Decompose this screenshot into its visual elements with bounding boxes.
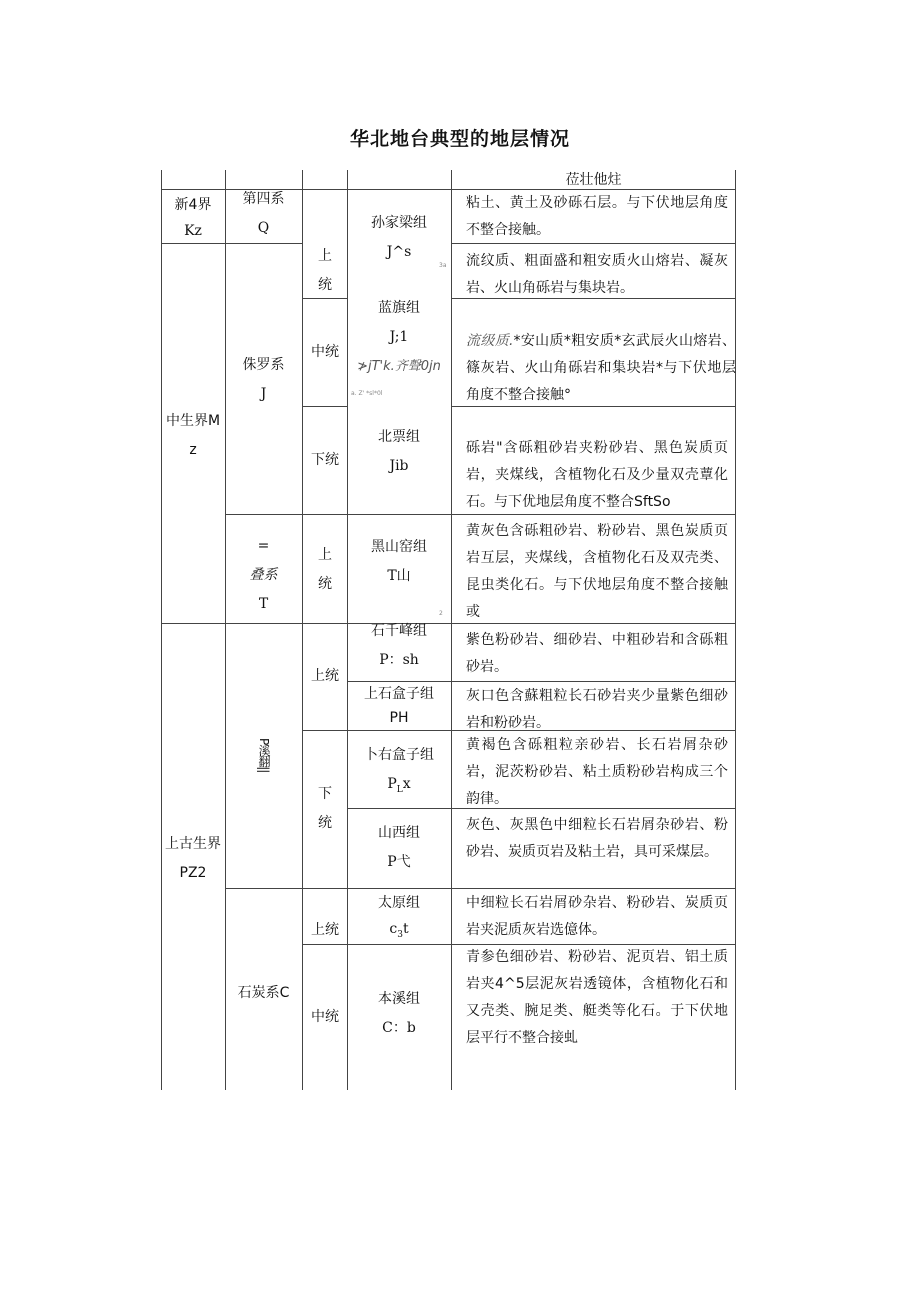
table-border-left xyxy=(161,170,162,1090)
era-cenozoic xyxy=(161,190,225,243)
system-name: 侏罗系 xyxy=(242,357,285,373)
col-divider xyxy=(225,170,226,1090)
series-permian-upper xyxy=(302,623,348,730)
desc-taiyuan: 中细粒长石岩屑砂杂岩、粉砂岩、炭质页岩夹泥质灰岩选億体。 xyxy=(466,895,728,938)
era-paleozoic xyxy=(161,830,225,888)
system-permian xyxy=(225,720,302,790)
era-name: 新4界 xyxy=(174,197,212,213)
system-triassic xyxy=(225,530,302,620)
formation-upper-shihezi xyxy=(347,681,451,730)
era-name: 中生界M xyxy=(165,413,221,429)
series-label: 统 xyxy=(318,815,332,831)
scan-mark: 2 xyxy=(439,610,443,617)
system-carboniferous xyxy=(225,978,302,1008)
formation-code-sub: 3 xyxy=(397,929,403,940)
era-mesozoic xyxy=(161,406,225,466)
system-name: 第四系 xyxy=(242,191,285,207)
strata-table xyxy=(161,170,736,1090)
formation-name: 卜右盒子组 xyxy=(364,747,434,763)
formation-code: J^s xyxy=(386,244,412,260)
formation-code: P：sh xyxy=(379,652,419,668)
formation-shiqianfeng xyxy=(347,616,451,676)
series-label: 上统 xyxy=(311,921,339,938)
formation-name: 石千峰组 xyxy=(371,623,427,639)
desc-upper-shihezi: 灰口色含蘇粗粒长石砂岩夹少量紫色细砂岩和粉砂岩。 xyxy=(466,688,728,731)
series-carboniferous-middle xyxy=(302,944,348,1090)
desc-heishanyao: 黄灰色含砾粗砂岩、粉砂岩、黑色炭质页岩互层，夹煤线，含植物化石及双壳类、昆虫类化石。与下伏地层角度不整合接触或 xyxy=(466,523,728,620)
desc-lanqi xyxy=(466,328,736,409)
desc-sunjialiang: 流纹质、粗面盛和粗安质火山熔岩、凝灰岩、火山角砾岩与集块岩。 xyxy=(466,253,728,296)
formation-code-tail: t xyxy=(402,921,409,937)
table-border-right xyxy=(735,170,736,1090)
formation-code xyxy=(387,770,410,799)
desc-lower-shihezi: 黄褐色含砾粗粒亲砂岩、长石岩屑杂砂岩，泥茨粉砂岩、粘土质粉砂岩构成三个韵律。 xyxy=(466,737,728,807)
era-code: PZ2 xyxy=(179,865,207,881)
formation-name: 太原组 xyxy=(378,895,420,911)
formation-code: Jib xyxy=(389,458,409,474)
desc-shanxi: 灰色、灰黑色中细粒长石岩屑杂砂岩、粉砂岩、炭质页岩及粘土岩，具可采煤层。 xyxy=(466,817,728,860)
series-label: 上统 xyxy=(311,668,339,684)
series-label: 中统 xyxy=(311,1008,339,1025)
series-jurassic-lower xyxy=(302,406,348,514)
system-name: 石炭系C xyxy=(237,984,290,1001)
formation-code-main: P xyxy=(387,776,397,792)
series-label: 下统 xyxy=(311,451,339,468)
formation-code xyxy=(389,916,408,942)
formation-name: 黑山窑组 xyxy=(371,539,427,555)
col-divider xyxy=(451,170,452,1090)
page-title: 华北地台典型的地层情况 xyxy=(349,128,570,150)
row-divider xyxy=(225,888,736,889)
series-label: 统 xyxy=(318,276,332,293)
system-code: T xyxy=(258,595,269,612)
formation-code-main: c xyxy=(389,921,398,937)
formation-code-sub: L xyxy=(396,784,403,795)
formation-beipiao xyxy=(347,422,451,482)
system-code: Q xyxy=(257,220,270,236)
formation-code: PH xyxy=(389,709,409,726)
formation-code: J;1 xyxy=(389,328,409,345)
formation-taiyuan xyxy=(347,888,451,944)
formation-sunjialiang xyxy=(347,208,451,268)
formation-garbled-text: ≯jT'k.齐聲0jn xyxy=(357,358,441,374)
formation-lanqi xyxy=(347,292,451,382)
formation-shanxi xyxy=(347,818,451,878)
desc-quaternary: 粘土、黄土及砂砾石层。与下伏地层角度不整合接触。 xyxy=(466,195,728,238)
formation-name: 山西组 xyxy=(378,825,420,841)
desc-body: *安山质*粗安质*玄武辰火山熔岩、篠灰岩、火山角砾岩和集块岩*与下伏地层角度不整合接触° xyxy=(466,333,736,403)
system-name-top: = xyxy=(257,537,270,554)
series-carboniferous-upper xyxy=(302,915,348,945)
system-name: 叠系 xyxy=(249,566,278,583)
era-name: 上古生界 xyxy=(165,836,221,852)
formation-lower-shihezi xyxy=(347,740,451,800)
series-label: 统 xyxy=(318,576,332,592)
formation-code-tail: x xyxy=(402,776,411,792)
formation-code: C：b xyxy=(382,1020,416,1036)
era-code: z xyxy=(189,442,197,458)
series-jurassic-upper xyxy=(302,243,348,298)
formation-code: P弋 xyxy=(387,854,411,870)
formation-name: 本溪组 xyxy=(378,991,420,1007)
formation-benxi xyxy=(347,984,451,1044)
formation-name: 北票组 xyxy=(378,429,420,445)
system-jurassic xyxy=(225,350,302,410)
series-label: 下 xyxy=(318,786,332,802)
desc-beipiao: 砾岩"含砾粗砂岩夹粉砂岩、黑色炭质页岩，夹煤线，含植物化石及少量双壳蕈化石。与下优地层角度不整合SftSo xyxy=(466,440,728,510)
desc-shiqianfeng: 紫色粉砂岩、细砂岩、中粗砂岩和含砾粗砂岩。 xyxy=(466,632,728,675)
scan-mark: a. Z' *sl*0l xyxy=(351,390,383,397)
series-label: 上 xyxy=(318,247,332,264)
system-quaternary xyxy=(225,184,302,244)
series-label: 上 xyxy=(318,547,332,563)
scan-mark: 3a xyxy=(439,262,447,269)
formation-heishanyao xyxy=(347,532,451,592)
formation-name: 孙家梁组 xyxy=(371,215,427,231)
formation-name: 蓝旗组 xyxy=(378,299,420,316)
desc-benxi: 青参色细砂岩、粉砂岩、泥页岩、铝土质岩夹4^5层泥灰岩透镜体，含植物化石和又壳类、腕足类、艇类等化石。于下伏地层平行不整合接虬 xyxy=(466,949,728,1046)
system-name: P溪翻|| xyxy=(257,737,271,773)
formation-name: 上石盒子组 xyxy=(364,685,434,702)
desc-lead: 流级质. xyxy=(466,333,514,349)
series-triassic-upper xyxy=(302,540,348,600)
formation-code: T山 xyxy=(387,568,411,584)
era-code: Kz xyxy=(184,223,202,239)
header-desc: 莅壮他炷 xyxy=(565,172,622,188)
system-code: J xyxy=(260,386,267,402)
series-jurassic-middle xyxy=(302,298,348,406)
series-permian-lower xyxy=(302,730,348,888)
series-label: 中统 xyxy=(311,343,339,360)
